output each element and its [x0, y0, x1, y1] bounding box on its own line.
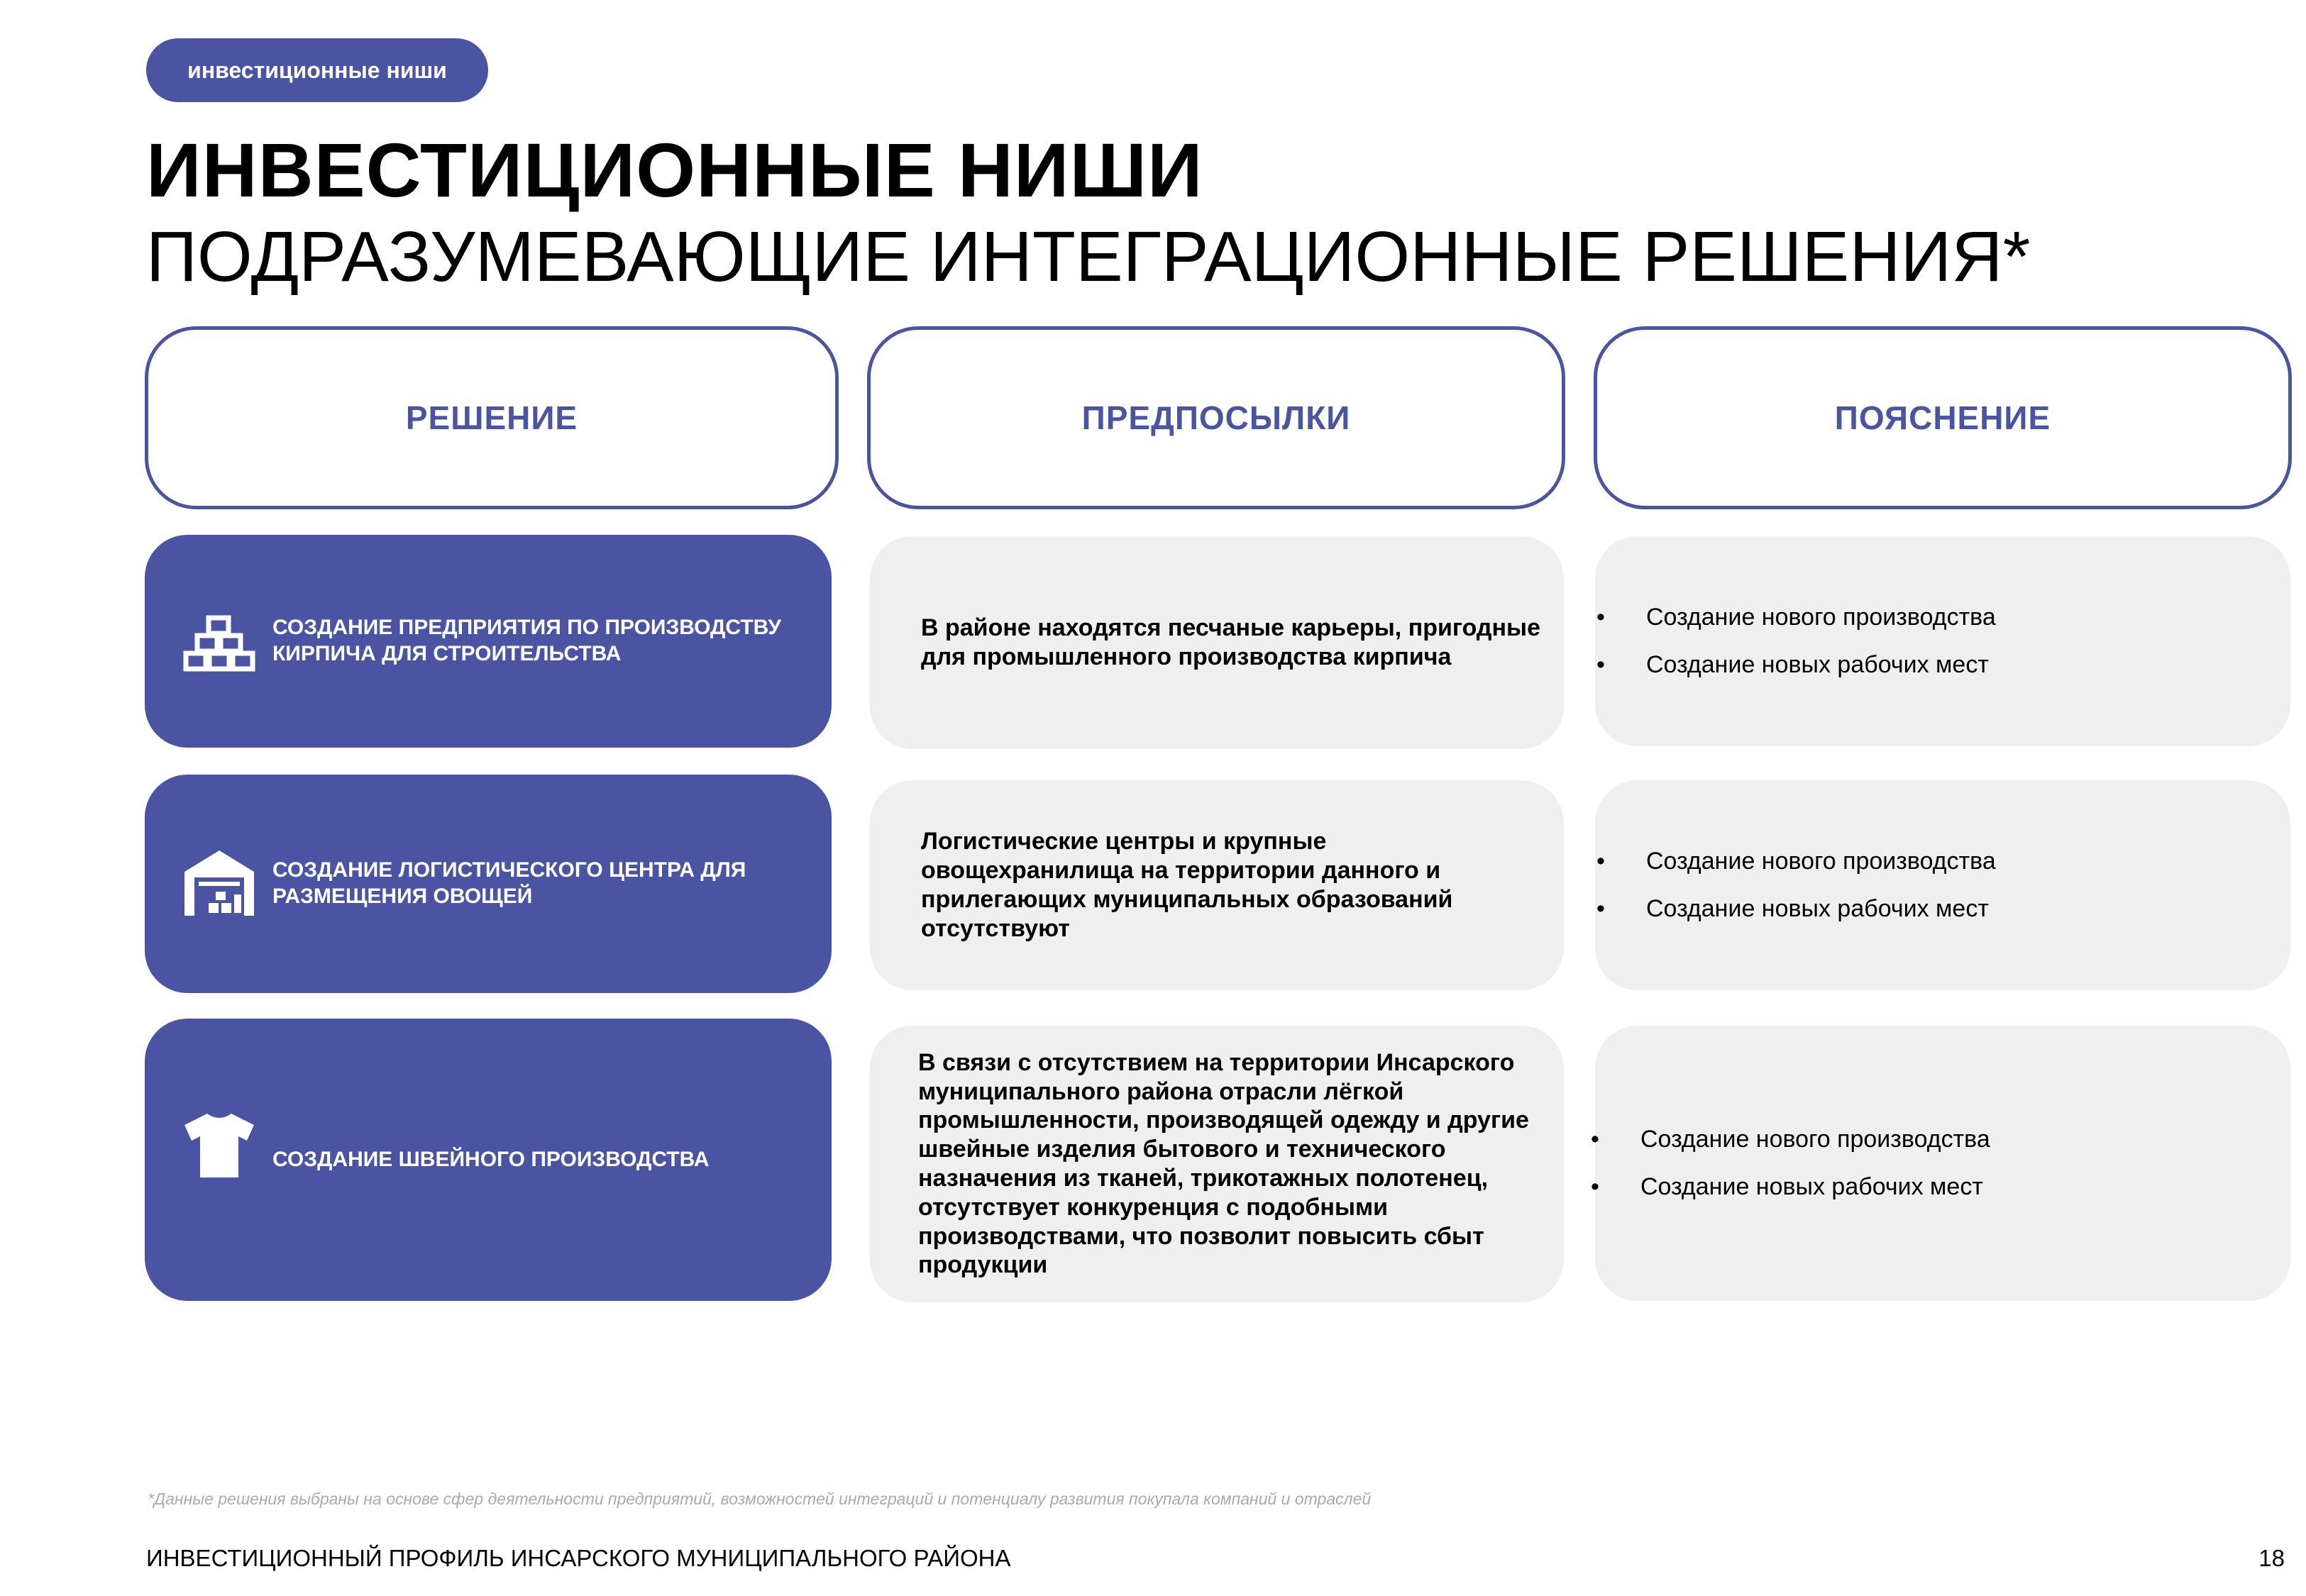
premise-card: [870, 780, 1564, 990]
list-item: • Создание нового производства: [1595, 604, 1996, 631]
list-item: • Создание новых рабочих мест: [1595, 651, 1996, 679]
premise-card: [870, 536, 1564, 749]
premise-text: Логистические центры и крупные овощехранилища на территории данного и прилегающих муниципальных образований отсутствуют: [921, 828, 1453, 942]
footnote: *Данные решения выбраны на основе сфер деятельности предприятий, возможностей интеграций и потенциалу развития покупала компаний и отраслей: [148, 1490, 1372, 1508]
solution-text: СОЗДАНИЕ ЛОГИСТИЧЕСКОГО ЦЕНТРА ДЛЯ РАЗМЕЩЕНИЯ ОВОЩЕЙ: [272, 858, 746, 908]
premise-card: [870, 1026, 1564, 1302]
warehouse-icon: [180, 845, 258, 923]
column-header-solution: РЕШЕНИЕ: [145, 326, 839, 509]
solution-card-logistics: [145, 775, 832, 993]
list-item: • Создание нового производства: [1595, 848, 1996, 875]
column-header-explanation: ПОЯСНЕНИЕ: [1594, 326, 2292, 509]
list-item: • Создание новых рабочих мест: [1595, 895, 1996, 923]
bricks-icon: [180, 602, 258, 680]
column-header-premises: ПРЕДПОСЫЛКИ: [867, 326, 1565, 509]
solution-card-bricks: [145, 535, 832, 748]
solution-text: СОЗДАНИЕ ШВЕЙНОГО ПРОИЗВОДСТВА: [272, 1147, 710, 1171]
tshirt-icon: [180, 1107, 258, 1185]
list-item: • Создание новых рабочих мест: [1589, 1173, 1990, 1201]
footer-text: ИНВЕСТИЦИОННЫЙ ПРОФИЛЬ ИНСАРСКОГО МУНИЦИПАЛЬНОГО РАЙОНА: [146, 1545, 1011, 1571]
premise-text: В связи с отсутствием на территории Инсарского муниципального района отрасли лёгкой промышленности, производящей одежду и другие швейные изделия бытового и технического назначения из тканей, трикотажных полотенец, отсутствует конкуренция с подобными производствами, что позволит повысить сбыт продукции: [918, 1048, 1529, 1279]
page-subtitle: ПОДРАЗУМЕВАЮЩИЕ ИНТЕГРАЦИОННЫЕ РЕШЕНИЯ*: [146, 217, 2031, 297]
premise-text: В районе находятся песчаные карьеры, пригодные для промышленного производства кирпича: [921, 614, 1540, 670]
explanation-card: [1595, 1026, 2290, 1301]
page-number: 18: [2258, 1545, 2285, 1571]
solution-text: СОЗДАНИЕ ПРЕДПРИЯТИЯ ПО ПРОИЗВОДСТВУ КИРПИЧА ДЛЯ СТРОИТЕЛЬСТВА: [272, 616, 781, 665]
section-tag: инвестиционные ниши: [146, 38, 488, 102]
list-item: • Создание нового производства: [1589, 1126, 1990, 1153]
explanation-card: [1595, 780, 2290, 990]
solution-card-sewing: [145, 1019, 832, 1301]
explanation-card: [1595, 536, 2290, 746]
page-title: ИНВЕСТИЦИОННЫЕ НИШИ: [146, 127, 1203, 213]
